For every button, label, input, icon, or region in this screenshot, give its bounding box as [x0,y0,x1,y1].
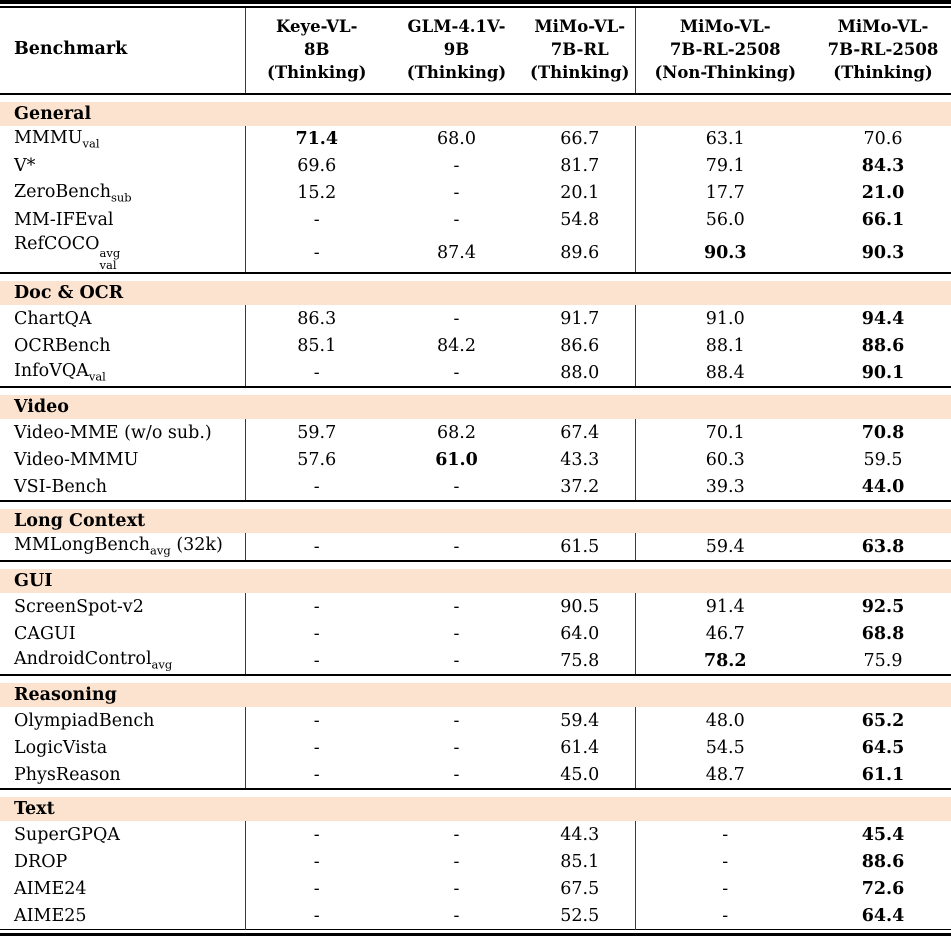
score-cell: - [453,737,460,758]
table-row [0,902,951,930]
score-cell: 52.5 [560,905,600,926]
score-cell: 90.3 [861,242,905,263]
table-row [0,848,951,875]
score-cell: 68.0 [437,129,476,150]
section-text [0,789,951,930]
benchmark-column-header: Benchmark [0,8,245,94]
benchmark-name: $MMMU_{val}$ [14,128,100,151]
score-cell: - [245,707,388,734]
table-row [0,305,951,332]
score-cell: 78.2 [635,647,815,675]
score-cell: 71.4 [245,126,388,153]
score-cell: 72.6 [861,878,905,899]
score-cell: 43.3 [560,449,600,470]
benchmark-name: CAGUI [14,623,76,644]
score-cell: 21.0 [861,183,905,204]
score-cell: 84.3 [861,156,905,177]
score-cell: 68.8 [861,623,905,644]
score-cell: 91.7 [560,308,600,329]
section-rule [0,387,951,395]
score-cell: - [453,308,460,329]
score-cell: - [453,878,460,899]
score-cell: 59.7 [245,419,388,446]
section-band [0,683,951,707]
section-band [0,395,951,419]
score-cell: 88.1 [635,332,815,359]
score-cell: 85.1 [560,851,600,872]
score-cell: 94.4 [861,308,905,329]
section-rule [0,94,951,102]
score-cell: 59.4 [560,710,600,731]
section-rule [0,273,951,281]
table-row [0,419,951,446]
score-cell: - [453,764,460,785]
score-cell: 48.7 [635,761,815,789]
score-cell: - [635,875,815,902]
section-band [0,797,951,821]
score-cell: - [453,710,460,731]
table-row [0,593,951,620]
table-row [0,180,951,207]
model-column-header: MiMo-VL- 7B-RL-2508 (Thinking) [815,8,951,94]
score-cell: 90.1 [861,362,905,383]
score-cell: - [635,848,815,875]
table-row [0,620,951,647]
score-cell: - [635,821,815,848]
score-cell: - [245,848,388,875]
benchmark-name: AIME25 [14,905,87,926]
score-cell: 46.7 [635,620,815,647]
benchmark-name: V* [14,156,36,177]
section-title: Video [0,395,951,419]
score-cell: 88.6 [861,335,905,356]
score-cell: 75.8 [560,650,600,671]
benchmark-name: Video-MME (w/o sub.) [14,422,212,443]
section-reasoning [0,675,951,789]
table-row [0,707,951,734]
table-top-rule [0,0,951,8]
table-row [0,332,951,359]
score-cell: 54.8 [560,210,600,231]
benchmark-name: AIME24 [14,878,87,899]
score-cell: 45.0 [560,764,600,785]
score-cell: 86.3 [245,305,388,332]
score-cell: - [453,623,460,644]
score-cell: - [453,851,460,872]
score-cell: 89.6 [560,242,600,263]
benchmark-name: OlympiadBench [14,710,155,731]
score-cell: 59.5 [863,449,903,470]
score-cell: 54.5 [635,734,815,761]
score-cell: 39.3 [635,473,815,501]
score-cell: 45.4 [861,824,905,845]
section-rule [0,675,951,683]
score-cell: - [453,183,460,204]
table-row [0,126,951,153]
score-cell: 64.5 [861,737,905,758]
score-cell: 57.6 [245,446,388,473]
section-rule [0,789,951,797]
benchmark-name: VSI-Bench [14,476,108,497]
header-row [0,8,951,94]
table-row [0,446,951,473]
score-cell: - [453,476,460,497]
score-cell: 88.0 [560,362,600,383]
section-title: GUI [0,569,951,593]
table-row [0,761,951,789]
table-row [0,821,951,848]
score-cell: - [453,905,460,926]
score-cell: 20.1 [560,183,600,204]
score-cell: - [453,156,460,177]
score-cell: - [245,207,388,234]
model-column-header: MiMo-VL- 7B-RL-2508 (Non-Thinking) [635,8,815,94]
score-cell: 87.4 [437,242,476,263]
score-cell: 85.1 [245,332,388,359]
model-column-header: MiMo-VL- 7B-RL (Thinking) [525,8,635,94]
score-cell: 81.7 [560,156,600,177]
benchmark-name: MMLongBench$_{avg}$ (32k) [14,535,223,558]
section-rule [0,501,951,509]
section-title: General [0,102,951,126]
section-title: Text [0,797,951,821]
table-row [0,734,951,761]
benchmark-name: AndroidControl$_{avg}$ [14,649,173,672]
benchmark-name: ChartQA [14,308,92,329]
table-row [0,473,951,501]
section-band [0,569,951,593]
score-cell: 37.2 [560,476,600,497]
section-band [0,509,951,533]
section-doc-ocr [0,273,951,387]
score-cell: 17.7 [635,180,815,207]
score-cell: 88.6 [861,851,905,872]
score-cell: - [245,734,388,761]
benchmark-name: MM-IFEval [14,210,114,231]
score-cell: 92.5 [861,596,905,617]
benchmark-name: ScreenSpot-v2 [14,596,144,617]
model-column-header: Keye-VL- 8B (Thinking) [245,8,388,94]
benchmark-name: DROP [14,851,68,872]
score-cell: 64.0 [560,623,600,644]
score-cell: 84.2 [437,335,476,356]
score-cell: 75.9 [863,650,903,671]
score-cell: 44.0 [861,476,905,497]
score-cell: 70.1 [635,419,815,446]
benchmark-name: LogicVista [14,737,108,758]
score-cell: - [245,359,388,387]
table-row [0,207,951,234]
score-cell: 68.2 [437,422,476,443]
score-cell: 61.0 [435,449,478,470]
score-cell: - [453,362,460,383]
score-cell: - [453,596,460,617]
section-title: Doc & OCR [0,281,951,305]
score-cell: - [245,620,388,647]
score-cell: 61.4 [560,737,600,758]
table-bottom-rule [0,930,951,936]
score-cell: - [453,536,460,557]
score-cell: 61.1 [861,764,905,785]
benchmark-supsub: avg val [99,245,121,273]
score-cell: 91.0 [635,305,815,332]
score-cell: - [245,533,388,561]
score-cell: 65.2 [861,710,905,731]
benchmark-name: SuperGPQA [14,824,120,845]
score-cell: - [245,647,388,675]
score-cell: - [245,593,388,620]
score-cell: 61.5 [560,536,600,557]
score-cell: - [453,824,460,845]
score-cell: 79.1 [635,153,815,180]
score-cell: 48.0 [635,707,815,734]
table-row [0,647,951,675]
score-cell: - [453,210,460,231]
benchmark-name: RefCOCO avg val [14,233,121,273]
score-cell: - [245,473,388,501]
table-row [0,234,951,273]
benchmark-name: ZeroBench$_{sub}$ [14,182,132,205]
section-video [0,387,951,501]
score-cell: 91.4 [635,593,815,620]
score-cell: 70.6 [863,129,903,150]
score-cell: 90.3 [635,234,815,273]
score-cell: 56.0 [635,207,815,234]
section-band [0,281,951,305]
score-cell: - [453,650,460,671]
score-cell: 69.6 [245,153,388,180]
score-cell: - [245,821,388,848]
score-cell: - [245,761,388,789]
model-column-header: GLM-4.1V- 9B (Thinking) [388,8,525,94]
section-title: Long Context [0,509,951,533]
score-cell: 86.6 [560,335,600,356]
section-title: Reasoning [0,683,951,707]
score-cell: 88.4 [635,359,815,387]
table-row [0,153,951,180]
benchmark-name: Video-MMMU [14,449,139,470]
score-cell: 66.7 [560,129,600,150]
section-general [0,94,951,273]
benchmark-name: OCRBench [14,335,111,356]
score-cell: 70.8 [861,422,905,443]
benchmark-name: InfoVQA$_{val}$ [14,361,106,384]
score-cell: 15.2 [245,180,388,207]
score-cell: - [245,902,388,930]
table-row [0,359,951,387]
section-rule [0,561,951,569]
section-gui [0,561,951,675]
score-cell: 66.1 [861,210,905,231]
score-cell: 67.5 [560,878,600,899]
score-cell: 59.4 [635,533,815,561]
score-cell: - [635,902,815,930]
benchmark-table [0,8,951,931]
score-cell: 44.3 [560,824,600,845]
score-cell: 63.1 [635,126,815,153]
section-band [0,102,951,126]
table-row [0,533,951,561]
table-row [0,875,951,902]
benchmark-name: PhysReason [14,764,121,785]
bottom-rule-thick [0,933,951,936]
score-cell: - [245,875,388,902]
score-cell: 90.5 [560,596,600,617]
score-cell: 60.3 [635,446,815,473]
score-cell: - [245,234,388,273]
score-cell: 64.4 [861,905,905,926]
score-cell: 63.8 [861,536,905,557]
score-cell: 67.4 [560,422,600,443]
section-long-context [0,501,951,561]
